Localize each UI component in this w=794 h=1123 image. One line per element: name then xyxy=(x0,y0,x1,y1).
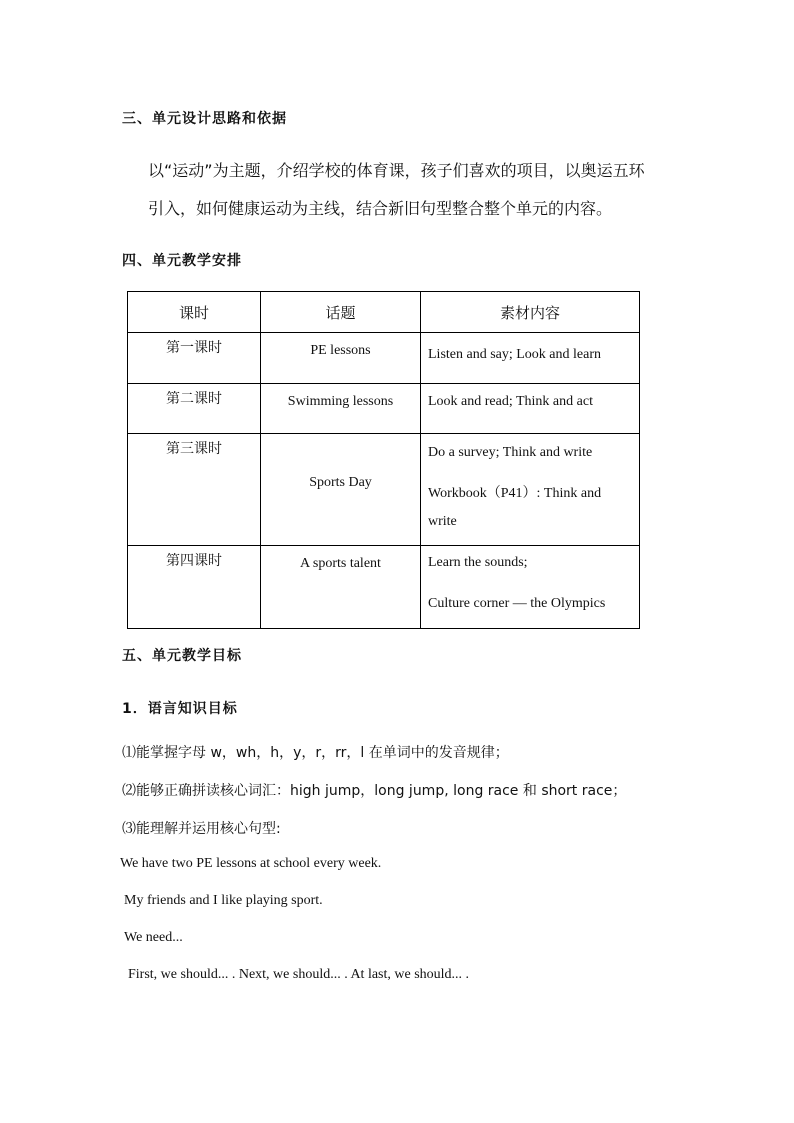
topic-cell: Sports Day xyxy=(261,434,421,546)
materials-line: Culture corner — the Olympics xyxy=(428,596,606,611)
materials-line: Look and read; Think and act xyxy=(428,394,593,409)
period-cell: 第一课时 xyxy=(128,333,261,384)
core-sentence: First, we should... . Next, we should... . At last, we should... . xyxy=(128,967,470,982)
table-row xyxy=(128,434,640,546)
section-4-heading: 四、单元教学安排 xyxy=(122,253,242,269)
materials-cell xyxy=(421,384,640,434)
section-3-paragraph-line-2: 引入，如何健康运动为主线，结合新旧句型整合整个单元的内容。 xyxy=(148,199,613,218)
goal-item: ⑶能理解并运用核心句型: xyxy=(122,821,281,837)
materials-cell xyxy=(421,434,640,546)
topic-cell: A sports talent xyxy=(261,546,421,629)
period-cell: 第四课时 xyxy=(128,546,261,629)
goal-item: ⑵能够正确拼读核心词汇：high jump，long jump, long race 和 short race； xyxy=(122,783,627,799)
table-row xyxy=(128,546,640,629)
materials-line: Listen and say; Look and learn xyxy=(428,347,602,362)
materials-line: write xyxy=(428,514,457,529)
core-sentence: My friends and I like playing sport. xyxy=(124,893,323,908)
table-header-row xyxy=(128,292,640,333)
goal-item: ⑴能掌握字母 w，wh，h，y，r，rr，l 在单词中的发音规律； xyxy=(122,745,509,761)
topic-cell: PE lessons xyxy=(261,333,421,384)
table-row xyxy=(128,384,640,434)
teaching-schedule-table xyxy=(127,291,640,629)
table-row xyxy=(128,333,640,384)
section-3-paragraph-line-1: 以“运动”为主题，介绍学校的体育课，孩子们喜欢的项目，以奥运五环 xyxy=(148,161,645,180)
core-sentence: We need... xyxy=(124,930,183,945)
header-period: 课时 xyxy=(128,292,261,333)
language-knowledge-goals-heading: 1．语言知识目标 xyxy=(122,701,238,717)
materials-line: Do a survey; Think and write xyxy=(428,445,593,460)
section-5-heading: 五、单元教学目标 xyxy=(122,648,242,664)
materials-line: Workbook（P41）: Think and xyxy=(428,486,602,501)
header-materials: 素材内容 xyxy=(421,292,640,333)
section-3-heading: 三、单元设计思路和依据 xyxy=(122,111,287,127)
materials-cell xyxy=(421,333,640,384)
period-cell: 第二课时 xyxy=(128,384,261,434)
topic-cell: Swimming lessons xyxy=(261,384,421,434)
period-cell: 第三课时 xyxy=(128,434,261,546)
materials-cell xyxy=(421,546,640,629)
header-topic: 话题 xyxy=(261,292,421,333)
materials-line: Learn the sounds; xyxy=(428,555,528,570)
core-sentence: We have two PE lessons at school every week. xyxy=(120,856,382,871)
